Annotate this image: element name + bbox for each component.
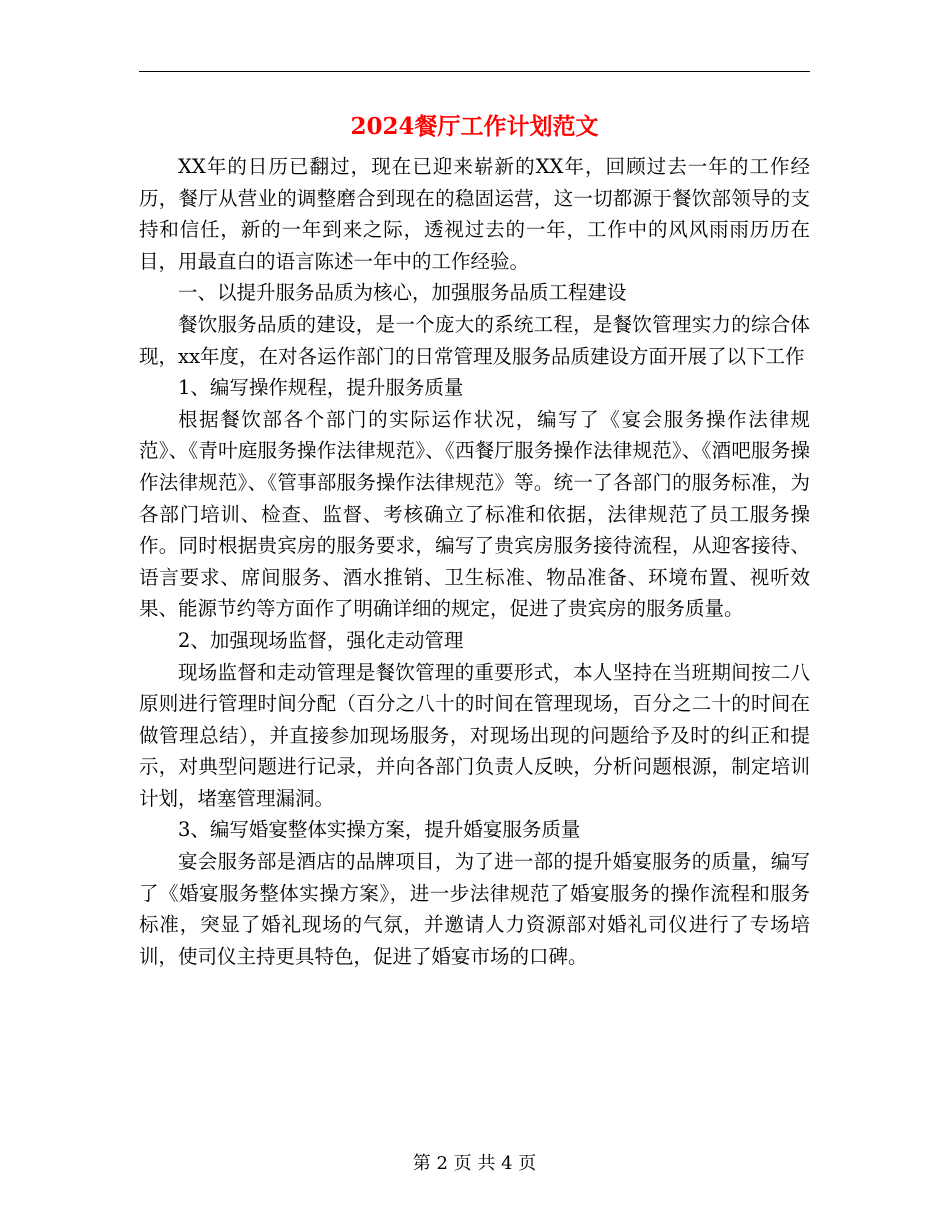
paragraph-subsection-3: 宴会服务部是酒店的品牌项目，为了进一部的提升婚宴服务的质量，编写了《婚宴服务整体实操方案》，进一步法律规范了婚宴服务的操作流程和服务标准，突显了婚礼现场的气氛，并邀请人力资源部对婚礼司仪进行了专场培训，使司仪主持更具特色，促进了婚宴市场的口碑。 [139, 850, 810, 968]
page-footer: 第 2 页 共 4 页 [412, 1153, 537, 1174]
section-heading-1: 一、以提升服务品质为核心，加强服务品质工程建设 [178, 281, 627, 305]
paragraph-section-1: 餐饮服务品质的建设，是一个庞大的系统工程，是餐饮管理实力的综合体现，xx年度，在对各运作部门的日常管理及服务品质建设方面开展了以下工作 [139, 312, 810, 368]
subheading-2: 2、加强现场监督，强化走动管理 [178, 628, 464, 652]
subheading-3: 3、编写婚宴整体实操方案，提升婚宴服务质量 [178, 818, 581, 842]
paragraph-subsection-1: 根据餐饮部各个部门的实际运作状况，编写了《宴会服务操作法律规范》、《青叶庭服务操作法律规范》、《西餐厅服务操作法律规范》、《酒吧服务操作法律规范》、《管事部服务操作法律规范》等。统一了各部门的服务标准，为各部门培训、检查、监督、考核确立了标准和依据，法律规范了员工服务操作。同时根据贵宾房的服务要求，编写了贵宾房服务接待流程，从迎客接待、语言要求、席间服务、酒水推销、卫生标准、物品准备、环境布置、视听效果、能源节约等方面作了明确详细的规定，促进了贵宾房的服务质量。 [139, 407, 810, 621]
paragraph-intro: XX年的日历已翻过，现在已迎来崭新的XX年，回顾过去一年的工作经历，餐厅从营业的调整磨合到现在的稳固运营，这一切都源于餐饮部领导的支持和信任，新的一年到来之际，透视过去的一年，工作中的风风雨雨历历在目，用最直白的语言陈述一年中的工作经验。 [139, 155, 810, 273]
subheading-1: 1、编写操作规程，提升服务质量 [178, 376, 464, 400]
header-rule [139, 71, 810, 72]
document-body [139, 151, 810, 972]
document-title: 2024餐厅工作计划范文 [350, 113, 599, 140]
paragraph-subsection-2: 现场监督和走动管理是餐饮管理的重要形式，本人坚持在当班期间按二八原则进行管理时间分配（百分之八十的时间在管理现场，百分之二十的时间在做管理总结），并直接参加现场服务，对现场出现的问题给予及时的纠正和提示，对典型问题进行记录，并向各部门负责人反映，分析问题根源，制定培训计划，堵塞管理漏洞。 [139, 660, 810, 810]
